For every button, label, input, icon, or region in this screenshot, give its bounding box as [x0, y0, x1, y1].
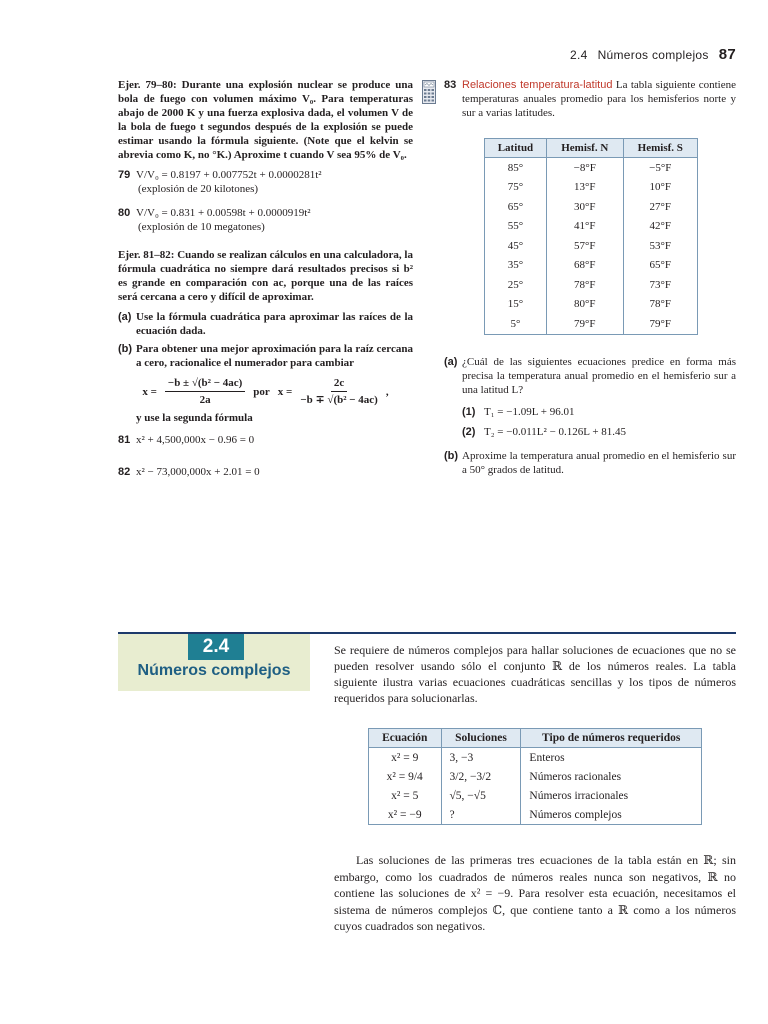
- table-cell: 41°F: [546, 217, 623, 237]
- equation-text: T₁ = −1.09L + 96.01: [484, 405, 575, 418]
- part-a: [118, 310, 413, 338]
- table-cell: 78°F: [546, 275, 623, 295]
- section-intro: Se requiere de números complejos para hallar soluciones de ecuaciones que no se pueden resolver usando sólo el conjunto ℝ de los números reales. La tabla siguiente ilustra varias ecuaciones cuadráticas sencillas y los tipos de números requeridos para solucionarlas.: [334, 643, 736, 705]
- exercise-text: La tabla siguiente contiene temperaturas anuales promedio para los hemisferios norte y sur a varias latitudes.: [462, 79, 737, 119]
- table-row: [485, 178, 698, 198]
- table-row: [485, 158, 698, 178]
- table-cell: 78°F: [623, 295, 697, 315]
- formula-lhs: x =: [277, 385, 293, 398]
- table-cell: x² = −9: [369, 805, 442, 825]
- table-cell: x² = 9/4: [369, 767, 442, 786]
- table-cell: 53°F: [623, 236, 697, 256]
- equation-label: (2): [462, 425, 476, 438]
- table-cell: 25°: [485, 275, 547, 295]
- exercise-note: (explosión de 20 kilotones): [138, 183, 259, 195]
- table-row: [485, 295, 698, 315]
- section-number: 2.4: [188, 634, 244, 660]
- table-row: [369, 748, 702, 768]
- table-cell: 75°: [485, 178, 547, 198]
- table-row: [485, 197, 698, 217]
- equation-text: T₂ = −0.011L² − 0.126L + 81.45: [484, 425, 627, 438]
- table-cell: 35°: [485, 256, 547, 276]
- table-cell: Enteros: [521, 748, 702, 768]
- equation-label: (1): [462, 405, 476, 418]
- section-title: Números complejos: [137, 662, 291, 679]
- formula-after: y use la segunda fórmula: [136, 412, 253, 424]
- table-row: [485, 314, 698, 334]
- table-row: [485, 217, 698, 237]
- header-section: 2.4: [569, 48, 588, 62]
- quadratic-formulas: [118, 376, 413, 407]
- table-cell: Números complejos: [521, 805, 702, 825]
- table-cell: 5°: [485, 314, 547, 334]
- part-b: [444, 449, 736, 477]
- page-number: 87: [718, 46, 736, 63]
- part-label: (a): [118, 311, 132, 323]
- table-cell: 79°F: [546, 314, 623, 334]
- table-header: Latitud: [485, 139, 547, 158]
- exercise-intro-81-82: Ejer. 81–82: Cuando se realizan cálculos en una calculadora, la fórmula cuadrática no siempre dará resultados precisos si b² es grande en comparación con ac, porque una de las raíces será cercana a cero y difícil de aproximar.: [118, 249, 413, 303]
- part-text: Use la fórmula cuadrática para aproximar las raíces de la ecuación dada.: [136, 311, 413, 337]
- number-types-table: [368, 728, 702, 825]
- fraction-numerator: 2c: [331, 376, 347, 392]
- exercise-80: [118, 206, 413, 220]
- exercise-number: 79: [118, 169, 131, 181]
- table-cell: x² = 9: [369, 748, 442, 768]
- table-row: [485, 236, 698, 256]
- table-cell: 57°F: [546, 236, 623, 256]
- table-cell: 42°F: [623, 217, 697, 237]
- part-text: Aproxime la temperatura anual promedio en el hemisferio sur a 50° grados de latitud.: [462, 449, 736, 476]
- equation-2: [444, 425, 736, 439]
- exercise-formula: V/V₀ = 0.8197 + 0.007752t + 0.0000281t²: [136, 169, 322, 181]
- part-text: Para obtener una mejor aproximación para la raíz cercana a cero, racionalice el numerador para cambiar: [136, 343, 413, 369]
- exercise-83: [444, 78, 736, 120]
- right-column: [444, 78, 736, 477]
- table-header: Ecuación: [369, 729, 442, 748]
- table-row: [369, 767, 702, 786]
- part-b: [118, 342, 413, 370]
- table-cell: 10°F: [623, 178, 697, 198]
- table-row: [369, 786, 702, 805]
- table-cell: 79°F: [623, 314, 697, 334]
- table-row: [369, 805, 702, 825]
- part-label: (b): [118, 343, 133, 355]
- exercise-formula: x² + 4,500,000x − 0.96 = 0: [136, 434, 255, 446]
- table-header: Tipo de números requeridos: [521, 729, 702, 748]
- fraction-denominator: −b ∓ √(b² − 4ac): [300, 394, 378, 406]
- fraction-rationalized: [300, 376, 378, 407]
- fraction-denominator: 2a: [199, 394, 211, 406]
- left-column: [118, 78, 413, 479]
- table-cell: 13°F: [546, 178, 623, 198]
- fraction-numerator: −b ± √(b² − 4ac): [165, 376, 245, 392]
- running-head: [570, 46, 736, 63]
- part-label: (a): [444, 355, 458, 368]
- table-cell: 55°: [485, 217, 547, 237]
- table-cell: −8°F: [546, 158, 623, 178]
- exercise-formula: V/V₀ = 0.831 + 0.00598t + 0.0000919t²: [136, 207, 311, 219]
- exercise-note: (explosión de 10 megatones): [138, 221, 265, 233]
- table-cell: ?: [441, 805, 521, 825]
- exercise-82: [118, 465, 413, 479]
- table-cell: 45°: [485, 236, 547, 256]
- exercise-intro-79-80: Ejer. 79–80: Durante una explosión nuclear se produce una bola de fuego con volumen máximo V₀. Para temperaturas abajo de 2000 K y una fuerza explosiva dada, el volumen V de la bola de fuego t segundos después de la explosión se puede estimar usando la fórmula siguiente. (Note que el kelvin se abrevia como K, no °K.) Aproxime t cuando V sea 95% de V₀.: [118, 79, 413, 161]
- exercise-number: 80: [118, 207, 131, 219]
- exercise-formula: x² − 73,000,000x + 2.01 = 0: [136, 466, 260, 478]
- equation-1: [444, 405, 736, 419]
- header-title: Números complejos: [597, 48, 709, 62]
- exercise-79: [118, 168, 413, 182]
- fraction-standard: [165, 376, 245, 407]
- formula-por: por: [253, 385, 270, 398]
- table-cell: 3, −3: [441, 748, 521, 768]
- exercise-number: 81: [118, 434, 131, 446]
- table-cell: x² = 5: [369, 786, 442, 805]
- table-cell: 15°: [485, 295, 547, 315]
- table-cell: −5°F: [623, 158, 697, 178]
- table-cell: 30°F: [546, 197, 623, 217]
- part-a: [444, 355, 736, 397]
- calculator-icon: [422, 80, 436, 104]
- latitude-table: [484, 138, 698, 335]
- table-cell: Números irracionales: [521, 786, 702, 805]
- formula-comma: ,: [385, 385, 389, 398]
- table-cell: 73°F: [623, 275, 697, 295]
- part-label: (b): [444, 449, 459, 462]
- part-text: ¿Cuál de las siguientes ecuaciones predice en forma más precisa la temperatura anual promedio en el hemisferio sur a una latitud L?: [462, 355, 736, 396]
- section-paragraph: Las soluciones de las primeras tres ecuaciones de la tabla están en ℝ; sin embargo, como los cuadrados de números reales nunca son negativos, ℝ no contiene las soluciones de x² = −9. Para resolver esta ecuación, necesitamos el sistema de números complejos ℂ, que contiene tanto a ℝ como a los números cuyos cuadrados son negativos.: [334, 853, 736, 933]
- table-row: [485, 275, 698, 295]
- table-cell: 68°F: [546, 256, 623, 276]
- table-cell: 80°F: [546, 295, 623, 315]
- table-row: [485, 256, 698, 276]
- exercise-number: 83: [444, 79, 457, 91]
- table-cell: √5, −√5: [441, 786, 521, 805]
- table-cell: 3/2, −3/2: [441, 767, 521, 786]
- table-header: Soluciones: [441, 729, 521, 748]
- table-cell: 65°: [485, 197, 547, 217]
- table-header: Hemisf. N: [546, 139, 623, 158]
- table-cell: 27°F: [623, 197, 697, 217]
- exercise-number: 82: [118, 466, 131, 478]
- table-cell: Números racionales: [521, 767, 702, 786]
- formula-lhs: x =: [142, 385, 157, 398]
- table-cell: 85°: [485, 158, 547, 178]
- exercise-title: Relaciones temperatura-latitud: [462, 79, 613, 91]
- exercise-81: [118, 433, 413, 447]
- table-cell: 65°F: [623, 256, 697, 276]
- number-types-table-wrap: [368, 728, 702, 825]
- table-header: Hemisf. S: [623, 139, 697, 158]
